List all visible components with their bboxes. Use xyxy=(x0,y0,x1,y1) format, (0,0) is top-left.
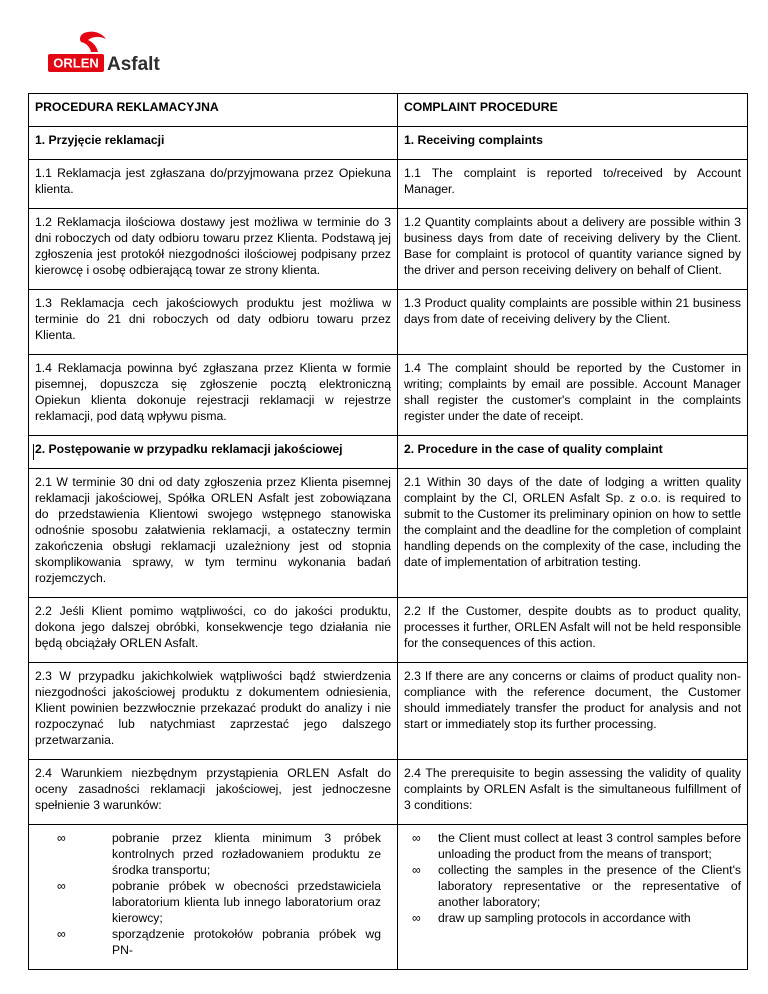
table-row xyxy=(29,663,748,760)
table-row xyxy=(29,94,748,127)
clause-pl: 2.2 Jeśli Klient pomimo wątpliwości, co do jakości produktu, dokona jego dalszej obróbki, konsekwencje tego działania nie będą obciążały ORLEN Asfalt. xyxy=(29,598,398,663)
clause-en: 1.4 The complaint should be reported by the Customer in writing; complaints by email are possible. Account Manager shall register the customer's complaint in the complaints register under the date of receipt. xyxy=(398,355,748,436)
conditions-list-en xyxy=(404,830,741,926)
orlen-eagle-logo-icon xyxy=(48,30,183,78)
clause-pl: 2.4 Warunkiem niezbędnym przystąpienia ORLEN Asfalt do oceny zasadności reklamacji jakościowej, jest jednoczesne spełnienie 3 warunków: xyxy=(29,760,398,825)
section-title-en: 2. Procedure in the case of quality complaint xyxy=(398,436,748,469)
list-item: ∞ collecting the samples in the presence of the Client's laboratory representative or the representative of another laboratory; xyxy=(412,863,741,909)
clause-pl: 1.2 Reklamacja ilościowa dostawy jest możliwa w terminie do 3 dni roboczych od daty odbioru towaru przez Klienta. Podstawą jej zgłoszenia jest protokół niezgodności ilościowej podpisany przez kierowcę i osobę odbierającą towar ze strony klienta. xyxy=(29,209,398,290)
list-item: ∞ the Client must collect at least 3 control samples before unloading the product from the means of transport; xyxy=(412,831,741,861)
bullet-icon: ∞ xyxy=(412,863,421,877)
table-row xyxy=(29,469,748,598)
clause-pl: 2.3 W przypadku jakichkolwiek wątpliwości bądź stwierdzenia niezgodności jakościowej produktu z dokumentem odniesienia, Klient powinien bezzwłocznie przekazać produkt do analizy i nie rozpoczynać lub natychmiast zaprzestać jego dalszego przetwarzania. xyxy=(29,663,398,760)
bullet-icon: ∞ xyxy=(412,831,421,845)
logo-product-text: Asfalt xyxy=(107,54,160,75)
table-row xyxy=(29,825,748,970)
bullet-icon: ∞ xyxy=(412,911,421,925)
list-item: ∞ sporządzenie protokołów pobrania próbek wg PN- xyxy=(57,927,381,957)
bullet-icon: ∞ xyxy=(57,831,66,845)
clause-pl: 1.3 Reklamacja cech jakościowych produktu jest możliwa w terminie do 21 dni roboczych od daty odbioru towaru przez Klienta. xyxy=(29,290,398,355)
table-row xyxy=(29,436,748,469)
clause-en: 2.1 Within 30 days of the date of lodging a written quality complaint by the Cl, ORLEN Asfalt Sp. z o.o. is required to submit to the Customer its preliminary opinion on how to settle the complaint and the deadline for the completion of complaint handling depends on the complexity of the case, including the date of implementation of arbitration testing. xyxy=(398,469,748,598)
orlen-asfalt-logo xyxy=(48,30,183,78)
clause-pl: 2.1 W terminie 30 dni od daty zgłoszenia przez Klienta pisemnej reklamacji jakościowej, Spółka ORLEN Asfalt jest zobowiązana do przedstawienia Klientowi swojego wstępnego stanowiska odnośnie sposobu załatwienia reklamacji, a ostateczny termin zakończenia obsługi reklamacji uzależniony jest od stopnia skomplikowania sprawy, w tym terminu wykonania badań rozjemczych. xyxy=(29,469,398,598)
table-row xyxy=(29,127,748,160)
conditions-list-pl-cell xyxy=(29,825,398,970)
section-title-pl: 1. Przyjęcie reklamacji xyxy=(29,127,398,160)
bullet-icon: ∞ xyxy=(57,927,66,941)
section-title-pl: 2. Postępowanie w przypadku reklamacji jakościowej xyxy=(29,436,398,469)
bullet-icon: ∞ xyxy=(57,879,66,893)
conditions-list-pl xyxy=(35,830,391,958)
clause-en: 1.3 Product quality complaints are possible within 21 business days from date of receiving delivery by the Client. xyxy=(398,290,748,355)
header-en: COMPLAINT PROCEDURE xyxy=(398,94,748,127)
clause-en: 1.2 Quantity complaints about a delivery are possible within 3 business days from date of receiving delivery by the Client. Base for complaint is protocol of quantity variance signed by the driver and person receiving delivery on behalf of Client. xyxy=(398,209,748,290)
clause-pl: 1.4 Reklamacja powinna być zgłaszana przez Klienta w formie pisemnej, dopuszcza się zgłoszenie pocztą elektroniczną Opiekun klienta dokonuje rejestracji reklamacji w rejestrze reklamacji, pod datą wpływu pisma. xyxy=(29,355,398,436)
list-item: ∞ draw up sampling protocols in accordance with xyxy=(412,911,691,925)
logo-brand-text: ORLEN xyxy=(53,55,99,71)
table-row xyxy=(29,160,748,209)
table-row xyxy=(29,290,748,355)
clause-en: 2.3 If there are any concerns or claims of product quality non-compliance with the reference document, the Customer should immediately transfer the product for analysis and not start or immediately stop its further processing. xyxy=(398,663,748,760)
conditions-list-en-cell xyxy=(398,825,748,970)
complaint-procedure-table xyxy=(28,93,748,970)
section-title-en: 1. Receiving complaints xyxy=(398,127,748,160)
clause-en: 1.1 The complaint is reported to/received by Account Manager. xyxy=(398,160,748,209)
header-pl: PROCEDURA REKLAMACYJNA xyxy=(29,94,398,127)
list-item: ∞ pobranie przez klienta minimum 3 próbek kontrolnych przed rozładowaniem produktu ze środka transportu; xyxy=(57,831,381,877)
list-item: ∞ pobranie próbek w obecności przedstawiciela laboratorium klienta lub innego laboratorium oraz kierowcy; xyxy=(57,879,381,925)
clause-en: 2.2 If the Customer, despite doubts as to product quality, processes it further, ORLEN Asfalt will not be held responsible for the consequences of this action. xyxy=(398,598,748,663)
table-row xyxy=(29,760,748,825)
table-row xyxy=(29,355,748,436)
clause-en: 2.4 The prerequisite to begin assessing the validity of quality complaints by ORLEN Asfalt is the simultaneous fulfillment of 3 conditions: xyxy=(398,760,748,825)
clause-pl: 1.1 Reklamacja jest zgłaszana do/przyjmowana przez Opiekuna klienta. xyxy=(29,160,398,209)
table-row xyxy=(29,209,748,290)
table-row xyxy=(29,598,748,663)
